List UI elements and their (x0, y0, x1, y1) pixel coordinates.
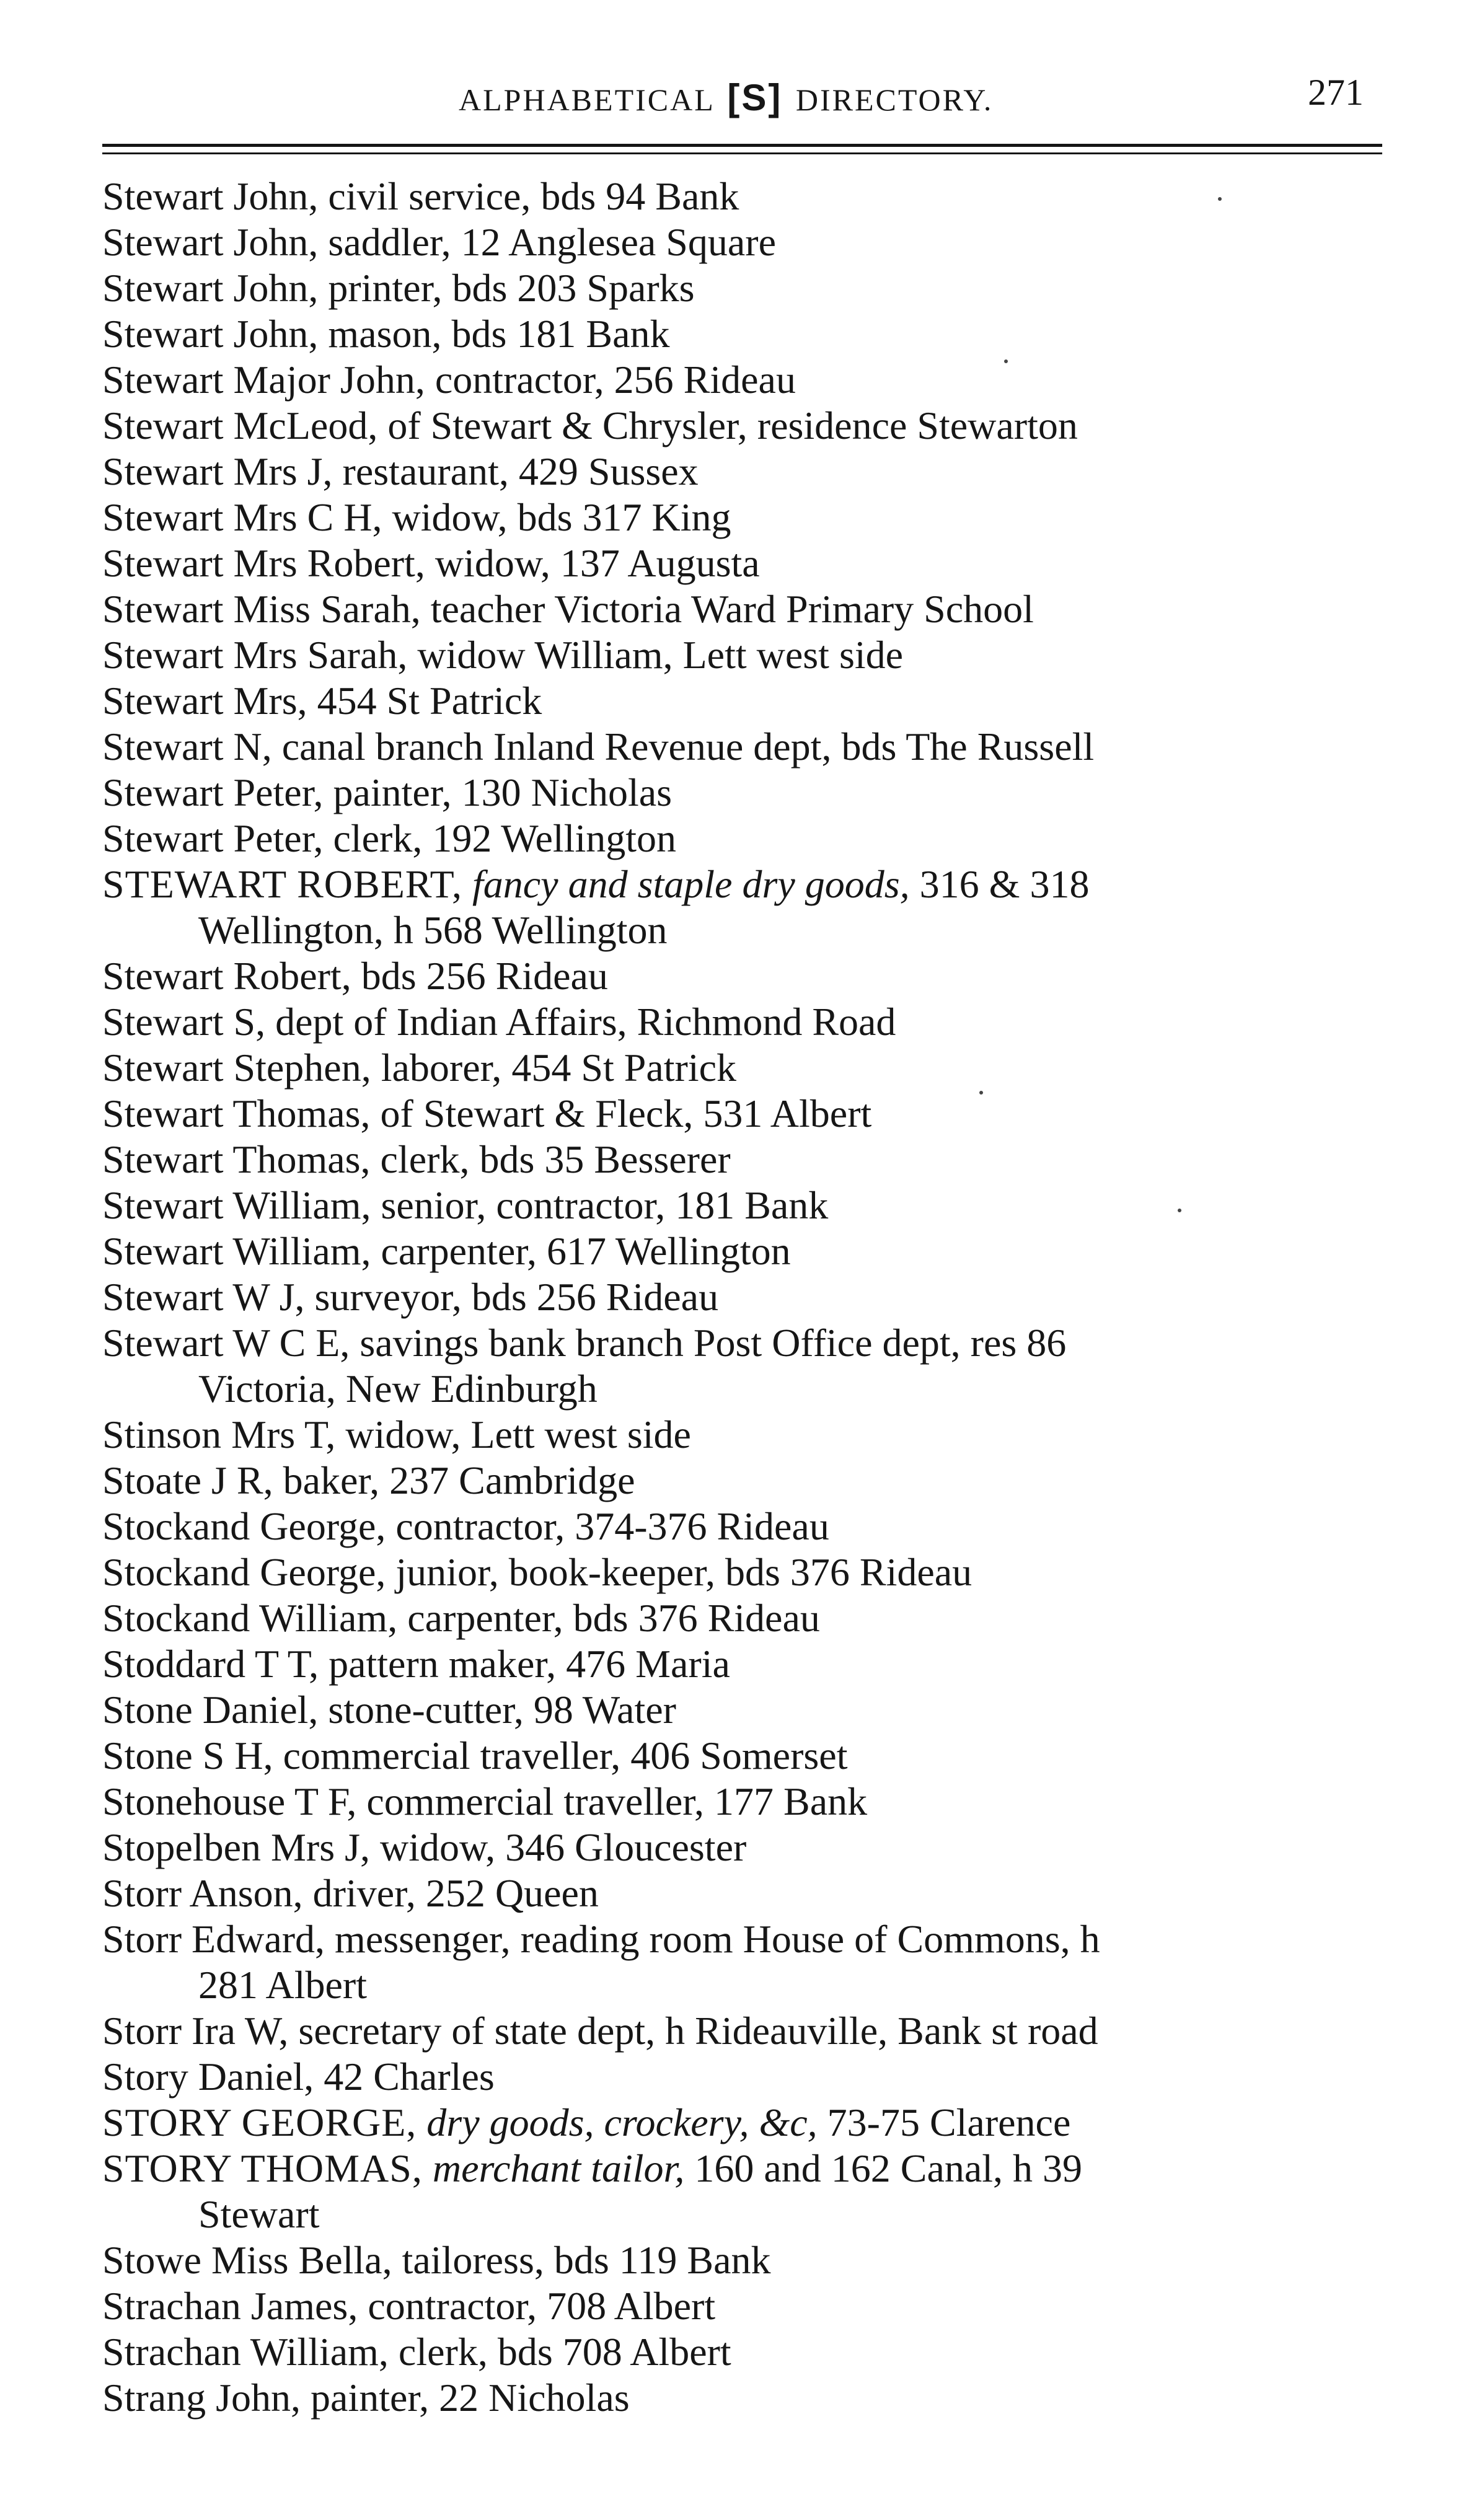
directory-entries (0, 174, 1482, 2491)
directory-entry-display (102, 861, 1382, 953)
directory-entry: Stewart Peter, painter, 130 Nicholas (102, 770, 673, 814)
entry-continuation: 281 Albert (198, 1963, 367, 2007)
directory-entry: Stonehouse T F, commercial traveller, 177 Bank (102, 1779, 868, 1823)
print-speck (1004, 359, 1008, 363)
directory-entry: Stoddard T T, pattern maker, 476 Maria (102, 1642, 730, 1686)
directory-entry: Stewart Thomas, of Stewart & Fleck, 531 Albert (102, 1091, 872, 1135)
directory-entry: Stewart John, mason, bds 181 Bank (102, 312, 670, 356)
directory-entry: Storr Ira W, secretary of state dept, h Rideauville, Bank st road (102, 2009, 1098, 2053)
directory-entry: Stewart S, dept of Indian Affairs, Richmond Road (102, 1000, 896, 1044)
entry-name: STORY THOMAS, (102, 2146, 423, 2190)
directory-entry: Stewart William, carpenter, 617 Wellington (102, 1229, 791, 1273)
entry-continuation: Stewart (198, 2192, 320, 2236)
directory-entry: Stewart W C E, savings bank branch Post Office dept, res 86 Victoria, New Edinburgh (102, 1320, 1382, 1412)
directory-entry: Stockand George, contractor, 374-376 Rideau (102, 1504, 829, 1548)
print-speck (979, 1091, 983, 1095)
directory-entry: Strachan James, contractor, 708 Albert (102, 2284, 716, 2328)
section-letter: [S] (727, 77, 783, 118)
directory-entry: Stone S H, commercial traveller, 406 Somerset (102, 1734, 848, 1778)
entry-name: STEWART ROBERT, (102, 862, 462, 906)
directory-entry: Storr Anson, driver, 252 Queen (102, 1871, 599, 1915)
directory-entry: Stewart Mrs Robert, widow, 137 Augusta (102, 541, 760, 585)
directory-entry: Stewart Mrs C H, widow, bds 317 King (102, 495, 731, 539)
directory-entry-display (102, 2146, 1382, 2237)
directory-entry-display (102, 2100, 1070, 2146)
entry-trade: merchant tailor, (432, 2146, 685, 2190)
directory-entry: Stewart Mrs Sarah, widow William, Lett west side (102, 633, 904, 677)
running-head-before: ALPHABETICAL (459, 82, 714, 117)
entry-trade: dry goods, crockery, &c, (426, 2100, 818, 2144)
entry-address: 73-75 Clarence (827, 2100, 1071, 2144)
directory-entry: Stoate J R, baker, 237 Cambridge (102, 1458, 635, 1502)
directory-entry: Stockand William, carpenter, bds 376 Rideau (102, 1596, 820, 1640)
header-rule-thick (102, 144, 1382, 147)
directory-entry: Story Daniel, 42 Charles (102, 2055, 495, 2099)
directory-entry: Storr Edward, messenger, reading room House of Commons, h 281 Albert (102, 1916, 1382, 2008)
directory-entry: Strachan William, clerk, bds 708 Albert (102, 2330, 731, 2374)
directory-entry: Stewart N, canal branch Inland Revenue dept, bds The Russell (102, 725, 1095, 769)
directory-entry: Stockand George, junior, book-keeper, bds 376 Rideau (102, 1550, 973, 1594)
print-speck (1178, 1209, 1181, 1212)
directory-entry: Stewart McLeod, of Stewart & Chrysler, residence Stewarton (102, 403, 1078, 447)
print-speck (1218, 197, 1222, 201)
entry-continuation: Victoria, New Edinburgh (198, 1367, 598, 1411)
directory-entry: Stewart William, senior, contractor, 181 Bank (102, 1183, 829, 1227)
entry-name: STORY GEORGE, (102, 2100, 417, 2144)
directory-entry: Stowe Miss Bella, tailoress, bds 119 Bank (102, 2238, 771, 2282)
directory-entry: Stewart John, printer, bds 203 Sparks (102, 266, 695, 310)
directory-entry: Stinson Mrs T, widow, Lett west side (102, 1412, 691, 1456)
page-header (0, 65, 1482, 133)
directory-entry: Stewart Thomas, clerk, bds 35 Besserer (102, 1137, 731, 1181)
directory-entry: Stone Daniel, stone-cutter, 98 Water (102, 1688, 676, 1732)
directory-entry: Stewart Peter, clerk, 192 Wellington (102, 816, 676, 860)
entry-address: 316 & 318 (919, 862, 1090, 906)
running-head (459, 76, 993, 119)
directory-entry: Strang John, painter, 22 Nicholas (102, 2376, 630, 2420)
directory-entry: Stewart W J, surveyor, bds 256 Rideau (102, 1275, 719, 1319)
directory-entry: Stewart Mrs J, restaurant, 429 Sussex (102, 449, 699, 493)
page-number: 271 (1308, 72, 1364, 113)
directory-entry: Stewart Mrs, 454 St Patrick (102, 679, 542, 723)
directory-entry: Stewart Robert, bds 256 Rideau (102, 954, 608, 998)
entry-trade: fancy and staple dry goods, (472, 862, 910, 906)
directory-entry: Stewart John, saddler, 12 Anglesea Square (102, 220, 776, 264)
header-rule-thin (102, 152, 1382, 154)
directory-entry: Stewart Miss Sarah, teacher Victoria Ward Primary School (102, 587, 1034, 631)
entry-continuation: Wellington, h 568 Wellington (198, 908, 668, 952)
directory-entry: Stopelben Mrs J, widow, 346 Gloucester (102, 1825, 747, 1869)
directory-entry: Stewart Stephen, laborer, 454 St Patrick (102, 1046, 736, 1090)
running-head-after: DIRECTORY. (795, 82, 994, 117)
directory-entry: Stewart Major John, contractor, 256 Rideau (102, 358, 796, 402)
directory-entry: Stewart John, civil service, bds 94 Bank (102, 174, 739, 218)
entry-address: 160 and 162 Canal, h 39 (694, 2146, 1083, 2190)
